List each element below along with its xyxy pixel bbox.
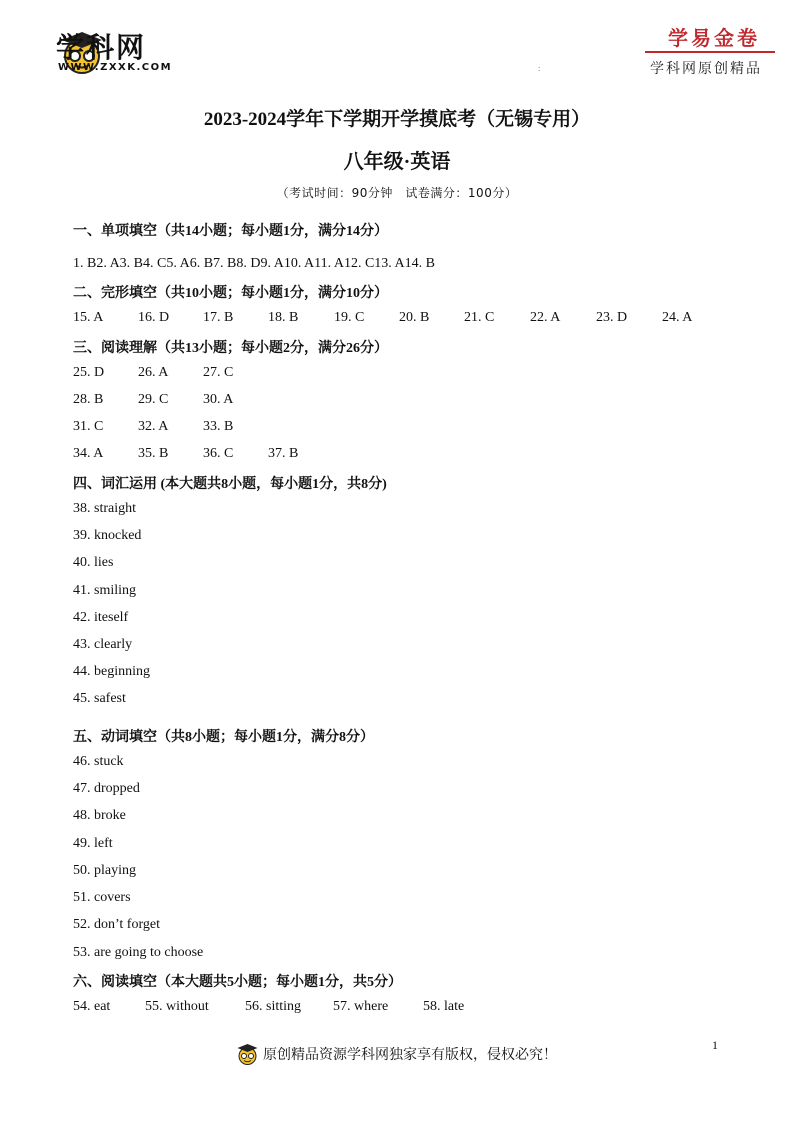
brand-subtitle: 学科网原创精品 bbox=[650, 61, 762, 77]
answer-item: 23. D bbox=[596, 310, 628, 325]
answer-item: 47. dropped bbox=[73, 781, 140, 796]
answer-item: 50. playing bbox=[73, 863, 136, 878]
answer-item: 30. A bbox=[203, 392, 234, 407]
brand-title: 学易金卷 bbox=[668, 26, 760, 50]
answer-item: 55. without bbox=[145, 999, 209, 1014]
section-5-heading: 五、动词填空（共8小题；每小题1分，满分8分） bbox=[73, 730, 374, 745]
answer-item: 54. eat bbox=[73, 999, 111, 1014]
footer-logo-icon bbox=[236, 1040, 262, 1066]
answer-item: 39. knocked bbox=[73, 528, 142, 543]
answer-item: 16. D bbox=[138, 310, 170, 325]
answer-item: 18. B bbox=[268, 310, 299, 325]
answer-item: 58. late bbox=[423, 999, 465, 1014]
answer-item: 45. safest bbox=[73, 691, 126, 706]
answer-item: 28. B bbox=[73, 392, 104, 407]
answer-item: 36. C bbox=[203, 446, 234, 461]
logo-text: 学科网 bbox=[56, 31, 147, 64]
section-1-heading: 一、单项填空（共14小题；每小题1分，满分14分） bbox=[73, 224, 388, 239]
section-3-heading: 三、阅读理解（共13小题；每小题2分，满分26分） bbox=[73, 341, 388, 356]
answer-item: 21. C bbox=[464, 310, 495, 325]
answer-item: 32. A bbox=[138, 419, 169, 434]
answer-item: 38. straight bbox=[73, 501, 136, 516]
answer-item: 53. are going to choose bbox=[73, 945, 204, 960]
answer-item: 27. C bbox=[203, 365, 234, 380]
answer-item: 20. B bbox=[399, 310, 430, 325]
answer-item: 56. sitting bbox=[245, 999, 302, 1014]
answer-item: 41. smiling bbox=[73, 583, 137, 598]
exam-info: （考试时间：90分钟 试卷满分：100分） bbox=[276, 186, 518, 200]
section-2-heading: 二、完形填空（共10小题；每小题1分，满分10分） bbox=[73, 286, 388, 301]
answer-item: 26. A bbox=[138, 365, 169, 380]
section-4-heading: 四、词汇运用 (本大题共8小题，每小题1分，共8分) bbox=[73, 477, 387, 492]
page-title: 2023-2024学年下学期开学摸底考（无锡专用） bbox=[203, 109, 591, 130]
page-number: 1 bbox=[712, 1038, 718, 1052]
answer-item: 15. A bbox=[73, 310, 104, 325]
answer-item: 31. C bbox=[73, 419, 104, 434]
section-1-answers: 1. B2. A3. B4. C5. A6. B7. B8. D9. A10. A11. A12. C13. A14. B bbox=[73, 256, 435, 271]
answer-item: 24. A bbox=[662, 310, 693, 325]
answer-item: 44. beginning bbox=[73, 664, 150, 679]
answer-item: 40. lies bbox=[73, 555, 114, 570]
answer-item: 37. B bbox=[268, 446, 299, 461]
answer-item: 49. left bbox=[73, 836, 113, 851]
answer-item: 33. B bbox=[203, 419, 234, 434]
answer-item: 46. stuck bbox=[73, 754, 124, 769]
answer-item: 19. C bbox=[334, 310, 365, 325]
brand-divider bbox=[645, 51, 775, 53]
answer-item: 52. don’t forget bbox=[73, 917, 160, 932]
subject-title: 八年级·英语 bbox=[343, 151, 451, 173]
answer-item: 25. D bbox=[73, 365, 105, 380]
answer-item: 42. iteself bbox=[73, 610, 129, 625]
section-6-heading: 六、阅读填空（本大题共5小题；每小题1分，共5分） bbox=[73, 975, 402, 990]
answer-item: 43. clearly bbox=[73, 637, 133, 652]
answer-item: 51. covers bbox=[73, 890, 131, 905]
answer-item: 57. where bbox=[333, 999, 389, 1014]
answer-item: 22. A bbox=[530, 310, 561, 325]
answer-item: 48. broke bbox=[73, 808, 126, 823]
header-dot: : bbox=[538, 64, 541, 73]
answer-item: 35. B bbox=[138, 446, 169, 461]
answer-item: 17. B bbox=[203, 310, 234, 325]
answer-item: 34. A bbox=[73, 446, 104, 461]
logo-url: WWW.ZXXK.COM bbox=[58, 62, 173, 73]
answer-item: 29. C bbox=[138, 392, 169, 407]
footer-copyright: 原创精品资源学科网独家享有版权，侵权必究！ bbox=[263, 1047, 557, 1063]
